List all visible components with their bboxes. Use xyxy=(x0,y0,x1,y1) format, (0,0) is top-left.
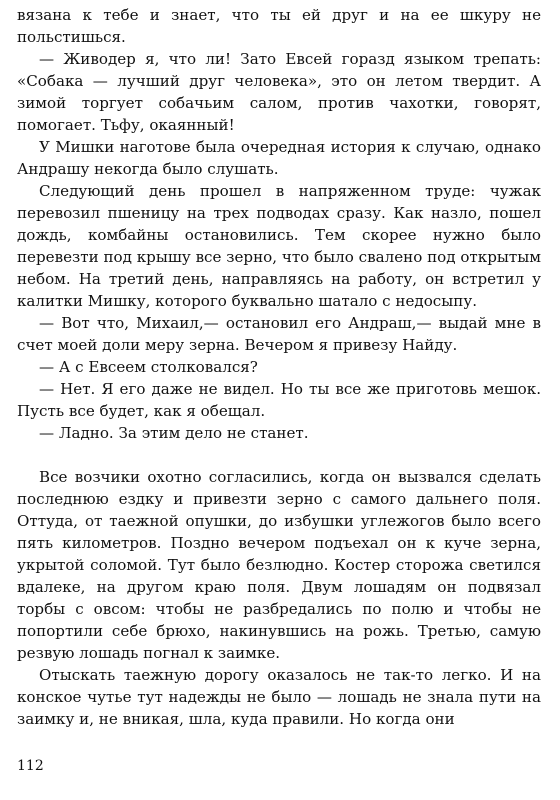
paragraph: — А с Евсеем столковался? xyxy=(39,358,258,376)
text-block-part1 xyxy=(17,4,541,444)
paragraph: — Живодер я, что ли! Зато Евсей горазд языком трепать: «Собака — лучший друг человека», это он летом твердит. А зимой торгует собачьим салом, против чахотки, говорят, помогает. Тьфу, окаянный! xyxy=(17,50,541,134)
page-number: 112 xyxy=(17,758,44,774)
paragraph: Следующий день прошел в напряженном труде: чужак перевозил пшеницу на трех подводах сразу. Как назло, пошел дождь, комбайны остановились. Тем скорее нужно было перевезти под крышу все зерно, что было свалено под открытым небом. На третий день, направляясь на работу, он встретил у калитки Мишку, которого буквально шатало с недосыпу. xyxy=(17,182,541,310)
paragraph: Отыскать таежную дорогу оказалось не так-то легко. И на конское чутье тут надежды не было — лошадь не знала пути на заимку и, не вникая, шла, куда правили. Но когда они xyxy=(17,666,541,728)
paragraph: вязана к тебе и знает, что ты ей друг и на ее шкуру не польстишься. xyxy=(17,6,541,46)
paragraph: — Ладно. За этим дело не станет. xyxy=(39,424,309,442)
text-block-part2 xyxy=(17,466,541,730)
paragraph: Все возчики охотно согласились, когда он вызвался сделать последнюю ездку и привезти зерно с самого дальнего поля. Оттуда, от таежной опушки, до избушки углежогов было всего пять километров. Поздно вечером подъехал он к куче зерна, укрытой соломой. Тут было безлюдно. Костер сторожа светился вдалеке, на другом краю поля. Двум лошадям он подвязал торбы с овсом: чтобы не разбредались по полю и чтобы не попортили себе брюхо, накинувшись на рожь. Третью, самую резвую лошадь погнал к заимке. xyxy=(17,468,541,662)
book-page xyxy=(17,4,541,730)
paragraph: У Мишки наготове была очередная история к случаю, однако Андрашу некогда было слушать. xyxy=(17,138,541,178)
paragraph: — Вот что, Михаил,— остановил его Андраш,— выдай мне в счет моей доли меру зерна. Вечером я привезу Найду. xyxy=(17,314,541,354)
section-break xyxy=(17,444,541,466)
paragraph: — Нет. Я его даже не видел. Но ты все же приготовь мешок. Пусть все будет, как я обещал. xyxy=(17,380,541,420)
